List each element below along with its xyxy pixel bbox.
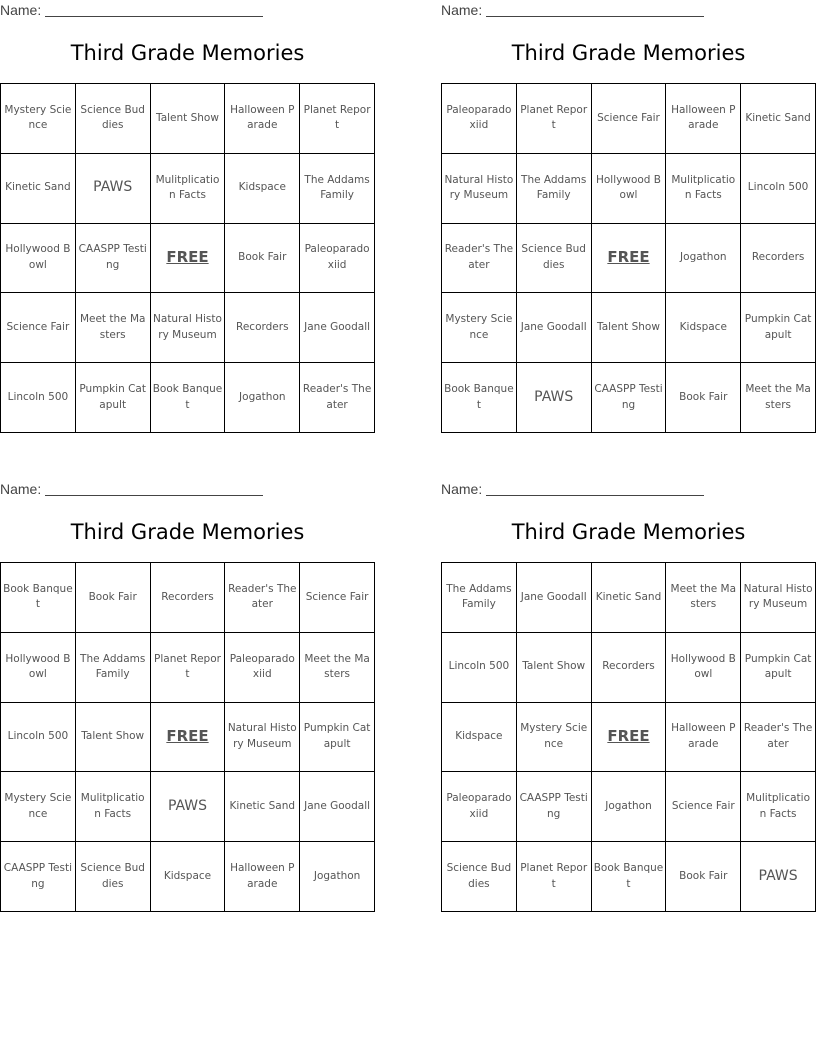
bingo-cell: Halloween Parade	[225, 842, 300, 912]
bingo-cell: Book Fair	[225, 224, 300, 294]
bingo-cell: Kinetic Sand	[1, 154, 76, 224]
bingo-cell: Talent Show	[76, 703, 151, 773]
bingo-cell: Hollywood Bowl	[1, 224, 76, 294]
bingo-cell: Paleoparadoxiid	[225, 633, 300, 703]
bingo-cell: PAWS	[151, 772, 226, 842]
free-space-cell: FREE	[151, 224, 226, 294]
bingo-cell: Hollywood Bowl	[592, 154, 667, 224]
bingo-cell: Pumpkin Catapult	[76, 363, 151, 433]
bingo-cell: Lincoln 500	[1, 703, 76, 773]
bingo-cell: Halloween Parade	[666, 84, 741, 154]
bingo-cell: Meet the Masters	[741, 363, 816, 433]
bingo-cell: Kinetic Sand	[741, 84, 816, 154]
bingo-card-1	[0, 0, 375, 434]
name-label: Name:	[441, 481, 483, 497]
bingo-cell: Reader's Theater	[442, 224, 517, 294]
bingo-cell: Mulitplication Facts	[76, 772, 151, 842]
name-label: Name:	[0, 2, 42, 18]
card-title: Third Grade Memories	[70, 41, 305, 65]
bingo-cell: Mulitplication Facts	[666, 154, 741, 224]
bingo-cell: PAWS	[76, 154, 151, 224]
free-space-cell: FREE	[592, 703, 667, 773]
free-space-cell: FREE	[151, 703, 226, 773]
bingo-cell: Mulitplication Facts	[741, 772, 816, 842]
bingo-cell: Kidspace	[225, 154, 300, 224]
bingo-cell: Book Fair	[76, 563, 151, 633]
bingo-cell: Natural History Museum	[741, 563, 816, 633]
bingo-cell: Jane Goodall	[517, 563, 592, 633]
bingo-cell: Science Fair	[1, 293, 76, 363]
bingo-grid	[441, 562, 816, 912]
bingo-cell: Recorders	[151, 563, 226, 633]
bingo-cell: Halloween Parade	[225, 84, 300, 154]
bingo-cell: Jogathon	[300, 842, 375, 912]
bingo-cell: Science Fair	[300, 563, 375, 633]
bingo-cell: Jane Goodall	[300, 293, 375, 363]
bingo-cell: Talent Show	[517, 633, 592, 703]
bingo-cell: Science Buddies	[76, 84, 151, 154]
bingo-cell: The Addams Family	[442, 563, 517, 633]
bingo-cell: Natural History Museum	[442, 154, 517, 224]
bingo-grid	[441, 83, 816, 433]
bingo-cell: Recorders	[741, 224, 816, 294]
bingo-card-3	[0, 479, 375, 913]
bingo-cell: Lincoln 500	[1, 363, 76, 433]
bingo-cell: Kidspace	[666, 293, 741, 363]
bingo-cell: PAWS	[517, 363, 592, 433]
bingo-cell: Lincoln 500	[741, 154, 816, 224]
bingo-cell: Jane Goodall	[517, 293, 592, 363]
bingo-cell: Planet Report	[517, 842, 592, 912]
bingo-cell: Reader's Theater	[300, 363, 375, 433]
bingo-cell: Mulitplication Facts	[151, 154, 226, 224]
bingo-cell: Paleoparadoxiid	[300, 224, 375, 294]
bingo-cell: Mystery Science	[442, 293, 517, 363]
bingo-cell: The Addams Family	[517, 154, 592, 224]
name-line	[0, 2, 263, 18]
bingo-cell: Science Buddies	[442, 842, 517, 912]
bingo-card-4	[441, 479, 816, 913]
bingo-cell: Halloween Parade	[666, 703, 741, 773]
bingo-cell: CAASPP Testing	[1, 842, 76, 912]
bingo-cell: Talent Show	[592, 293, 667, 363]
bingo-cell: Mystery Science	[517, 703, 592, 773]
card-title: Third Grade Memories	[70, 520, 305, 544]
bingo-cell: Jogathon	[592, 772, 667, 842]
bingo-cell: Jogathon	[225, 363, 300, 433]
name-blank	[45, 16, 263, 17]
name-blank	[486, 16, 704, 17]
bingo-cell: Mystery Science	[1, 772, 76, 842]
bingo-cell: Meet the Masters	[666, 563, 741, 633]
bingo-cell: Book Fair	[666, 363, 741, 433]
bingo-cell: Natural History Museum	[225, 703, 300, 773]
bingo-cell: Kinetic Sand	[225, 772, 300, 842]
bingo-cell: Science Fair	[592, 84, 667, 154]
name-line	[441, 481, 704, 497]
bingo-cell: Pumpkin Catapult	[741, 293, 816, 363]
bingo-cell: Pumpkin Catapult	[741, 633, 816, 703]
bingo-cell: Recorders	[225, 293, 300, 363]
bingo-cell: Book Banquet	[592, 842, 667, 912]
bingo-cell: CAASPP Testing	[76, 224, 151, 294]
card-title: Third Grade Memories	[511, 520, 746, 544]
bingo-cell: Jogathon	[666, 224, 741, 294]
bingo-cell: Kidspace	[442, 703, 517, 773]
bingo-cell: Book Banquet	[151, 363, 226, 433]
bingo-cell: Paleoparadoxiid	[442, 84, 517, 154]
bingo-grid	[0, 562, 375, 912]
bingo-cell: Reader's Theater	[225, 563, 300, 633]
bingo-cell: PAWS	[741, 842, 816, 912]
bingo-cell: CAASPP Testing	[517, 772, 592, 842]
bingo-cell: Reader's Theater	[741, 703, 816, 773]
bingo-cell: Paleoparadoxiid	[442, 772, 517, 842]
bingo-cell: Book Fair	[666, 842, 741, 912]
bingo-cell: Science Buddies	[76, 842, 151, 912]
name-label: Name:	[0, 481, 42, 497]
bingo-cell: Lincoln 500	[442, 633, 517, 703]
bingo-cell: The Addams Family	[76, 633, 151, 703]
bingo-cell: Book Banquet	[1, 563, 76, 633]
bingo-cell: Mystery Science	[1, 84, 76, 154]
bingo-cell: Hollywood Bowl	[1, 633, 76, 703]
bingo-cell: The Addams Family	[300, 154, 375, 224]
bingo-cell: Planet Report	[517, 84, 592, 154]
bingo-cell: Jane Goodall	[300, 772, 375, 842]
free-space-cell: FREE	[592, 224, 667, 294]
bingo-cell: Science Fair	[666, 772, 741, 842]
bingo-cell: Recorders	[592, 633, 667, 703]
name-blank	[45, 495, 263, 496]
name-label: Name:	[441, 2, 483, 18]
bingo-cell: Talent Show	[151, 84, 226, 154]
bingo-cell: Pumpkin Catapult	[300, 703, 375, 773]
bingo-grid	[0, 83, 375, 433]
bingo-cell: Hollywood Bowl	[666, 633, 741, 703]
bingo-cell: Planet Report	[300, 84, 375, 154]
name-blank	[486, 495, 704, 496]
name-line	[0, 481, 263, 497]
bingo-cell: Science Buddies	[517, 224, 592, 294]
bingo-cell: Planet Report	[151, 633, 226, 703]
bingo-cell: Kinetic Sand	[592, 563, 667, 633]
bingo-cell: Kidspace	[151, 842, 226, 912]
bingo-cell: Natural History Museum	[151, 293, 226, 363]
bingo-cell: Meet the Masters	[76, 293, 151, 363]
bingo-cell: Book Banquet	[442, 363, 517, 433]
bingo-cell: Meet the Masters	[300, 633, 375, 703]
bingo-cell: CAASPP Testing	[592, 363, 667, 433]
card-title: Third Grade Memories	[511, 41, 746, 65]
bingo-card-2	[441, 0, 816, 434]
name-line	[441, 2, 704, 18]
